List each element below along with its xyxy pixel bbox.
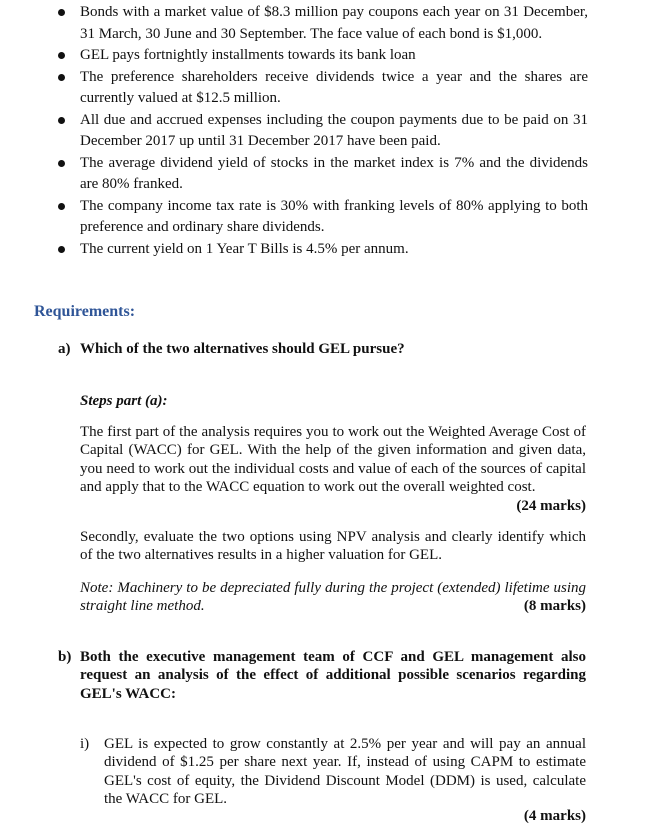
question-b [58, 648, 586, 703]
requirements-heading: Requirements: [34, 303, 136, 320]
paragraph-wacc-text: The first part of the analysis requires you to work out the Weighted Average Cost of Capital (WACC) for GEL. With the help of the given information and given data, you need to work out the individual costs and value of each of the sources of capital and apply that to the WACC equation to work out the overall weighted cost. [80, 424, 586, 496]
bullet-icon [58, 52, 65, 59]
marks-4: (4 marks) [523, 808, 586, 824]
bullet-icon [58, 9, 65, 16]
question-b-i [80, 735, 586, 809]
list-item: All due and accrued expenses including the coupon payments due to be paid on 31 December 2017 up until 31 December 2017 have been paid. [58, 110, 588, 153]
list-item: Bonds with a market value of $8.3 million pay coupons each year on 31 December, 31 March, 30 June and 30 September. The face value of each bond is $1,000. [58, 2, 588, 45]
bullet-icon [58, 246, 65, 253]
note-text: Note: Machinery to be depreciated fully during the project (extended) lifetime using straight line method. [80, 580, 586, 615]
list-item: GEL pays fortnightly installments towards its bank loan [58, 45, 588, 67]
list-item: The average dividend yield of stocks in the market index is 7% and the dividends are 80% franked. [58, 153, 588, 196]
steps-title: Steps part (a): [80, 393, 168, 409]
question-b-i-text: GEL is expected to grow constantly at 2.5% per year and will pay an annual dividend of $1.25 per share next year. If, instead of using CAPM to estimate GEL's cost of equity, the Dividend Discount Model (DDM) is used, calculate the WACC for GEL. [104, 736, 586, 808]
assumptions-list [58, 2, 588, 260]
question-b-text: Both the executive management team of CCF and GEL management also request an analysis of the effect of additional possible scenarios regarding GEL's WACC: [80, 649, 586, 702]
question-a-label: a) [58, 341, 71, 357]
list-item: The current yield on 1 Year T Bills is 4.5% per annum. [58, 239, 588, 261]
paragraph-wacc [80, 423, 586, 515]
list-item: The preference shareholders receive dividends twice a year and the shares are currently valued at $12.5 million. [58, 67, 588, 110]
question-a [58, 341, 405, 358]
question-b-i-label: i) [80, 736, 90, 752]
bullet-icon [58, 203, 65, 210]
question-a-text: Which of the two alternatives should GEL pursue? [80, 341, 405, 357]
question-b-label: b) [58, 649, 72, 665]
list-item: The company income tax rate is 30% with franking levels of 80% applying to both preference and ordinary share dividends. [58, 196, 588, 239]
paragraph-npv: Secondly, evaluate the two options using NPV analysis and clearly identify which of the two alternatives results in a higher valuation for GEL. [80, 529, 586, 564]
marks-8: (8 marks) [523, 598, 586, 615]
bullet-icon [58, 160, 65, 167]
bullet-icon [58, 74, 65, 81]
bullet-icon [58, 117, 65, 124]
note-depreciation [80, 579, 586, 616]
marks-24: (24 marks) [516, 497, 586, 514]
